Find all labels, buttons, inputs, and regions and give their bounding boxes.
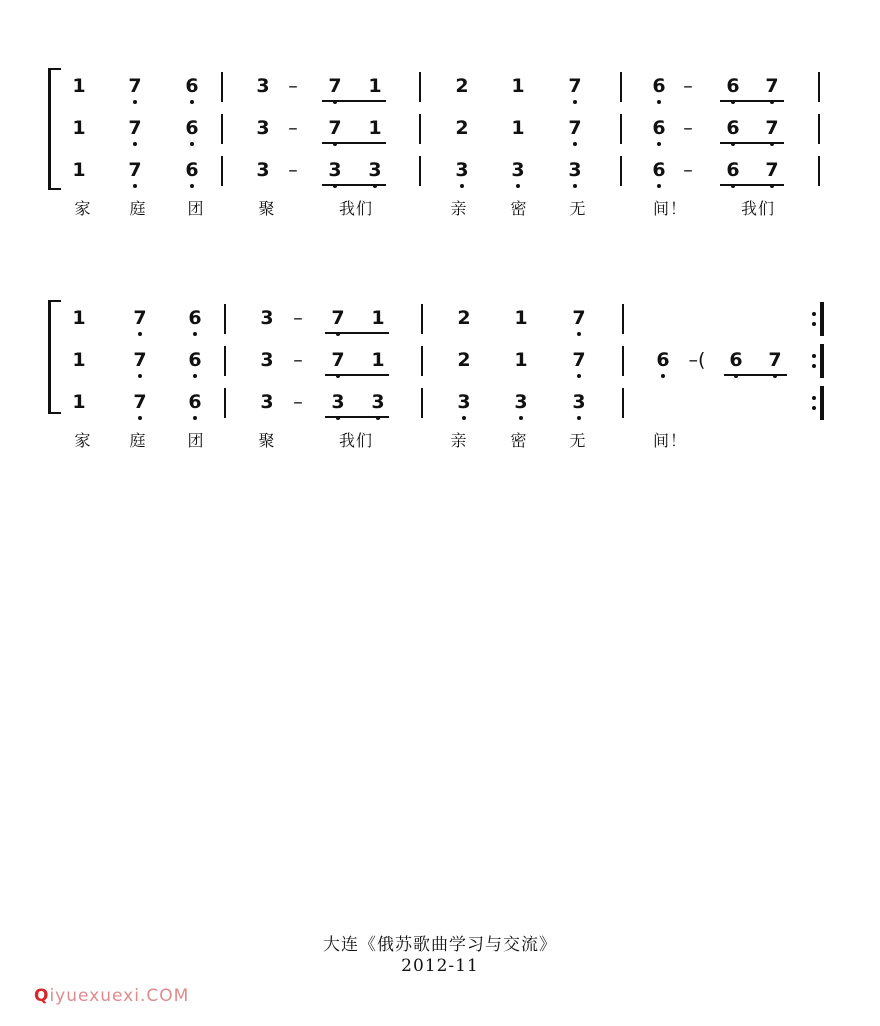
bar-line xyxy=(818,114,820,144)
dash: – xyxy=(293,307,303,329)
note: 6 xyxy=(646,116,672,140)
bar-line xyxy=(421,346,423,376)
note: 3 xyxy=(362,158,388,182)
lyric: 我们 xyxy=(740,199,775,218)
bar-line xyxy=(421,388,423,418)
dash: – xyxy=(288,117,298,139)
lyric: 家 xyxy=(74,199,92,218)
lyric: 亲 xyxy=(450,199,468,218)
note: 6 xyxy=(650,348,676,372)
bar-line xyxy=(221,72,223,102)
beam xyxy=(720,100,784,102)
note: 1 xyxy=(72,159,86,181)
bar-line xyxy=(419,156,421,186)
part-2-row xyxy=(0,344,880,378)
note: 6 xyxy=(182,390,208,414)
lyric: 无 xyxy=(569,431,587,450)
beam xyxy=(322,142,386,144)
note: 1 xyxy=(368,117,382,139)
lyric: 密 xyxy=(510,199,528,218)
repeat-sign xyxy=(812,390,816,414)
bar-line xyxy=(818,156,820,186)
note: 3 xyxy=(260,391,274,413)
note: 7 xyxy=(127,348,153,372)
bar-line xyxy=(221,114,223,144)
part-1-row xyxy=(0,302,880,336)
final-bar-line xyxy=(820,344,824,378)
note: 6 xyxy=(182,306,208,330)
beam xyxy=(720,142,784,144)
note: 7 xyxy=(759,158,785,182)
note: 3 xyxy=(505,158,531,182)
note: 1 xyxy=(514,307,528,329)
lyric: 我们 xyxy=(338,431,373,450)
dash: – xyxy=(288,75,298,97)
lyrics-row xyxy=(0,196,880,230)
repeat-sign xyxy=(812,348,816,372)
note: 3 xyxy=(562,158,588,182)
note: 3 xyxy=(325,390,351,414)
dash-paren: –( xyxy=(688,349,706,371)
site-watermark: Qiyuexuexi.COM xyxy=(34,986,190,1006)
note: 7 xyxy=(759,74,785,98)
note: 3 xyxy=(260,349,274,371)
bar-line xyxy=(622,388,624,418)
note: 6 xyxy=(179,116,205,140)
bar-line xyxy=(419,72,421,102)
note: 2 xyxy=(457,307,471,329)
beam xyxy=(720,184,784,186)
dash: – xyxy=(683,117,693,139)
lyric: 我们 xyxy=(338,199,373,218)
note: 6 xyxy=(182,348,208,372)
note: 2 xyxy=(455,75,469,97)
note: 3 xyxy=(322,158,348,182)
lyric: 密 xyxy=(510,431,528,450)
note: 1 xyxy=(72,307,86,329)
note: 7 xyxy=(127,390,153,414)
note: 1 xyxy=(72,75,86,97)
note: 6 xyxy=(720,74,746,98)
note: 7 xyxy=(122,116,148,140)
note: 7 xyxy=(325,348,351,372)
lyrics-row xyxy=(0,428,880,462)
note: 1 xyxy=(514,349,528,371)
note: 6 xyxy=(179,74,205,98)
note: 3 xyxy=(449,158,475,182)
note: 7 xyxy=(127,306,153,330)
bar-line xyxy=(419,114,421,144)
note: 7 xyxy=(322,116,348,140)
lyric: 团 xyxy=(187,199,205,218)
note: 7 xyxy=(325,306,351,330)
note: 1 xyxy=(72,117,86,139)
final-bar-line xyxy=(820,386,824,420)
beam xyxy=(724,374,787,376)
beam xyxy=(325,416,389,418)
note: 6 xyxy=(723,348,749,372)
bar-line xyxy=(622,304,624,334)
dash: – xyxy=(288,159,298,181)
note: 6 xyxy=(179,158,205,182)
note: 2 xyxy=(457,349,471,371)
note: 7 xyxy=(566,348,592,372)
score-system-1 xyxy=(0,62,880,227)
bar-line xyxy=(224,346,226,376)
note: 7 xyxy=(122,74,148,98)
beam xyxy=(325,374,389,376)
final-bar-line xyxy=(820,302,824,336)
lyric: 亲 xyxy=(450,431,468,450)
bar-line xyxy=(224,388,226,418)
lyric: 无 xyxy=(569,199,587,218)
lyric: 庭 xyxy=(129,431,147,450)
note: 1 xyxy=(371,307,385,329)
note: 3 xyxy=(566,390,592,414)
beam xyxy=(322,100,386,102)
note: 7 xyxy=(759,116,785,140)
note: 6 xyxy=(646,158,672,182)
bar-line xyxy=(224,304,226,334)
bar-line xyxy=(221,156,223,186)
lyric: 间！ xyxy=(652,199,687,218)
note: 7 xyxy=(566,306,592,330)
note: 3 xyxy=(451,390,477,414)
note: 7 xyxy=(122,158,148,182)
beam xyxy=(322,184,386,186)
dash: – xyxy=(683,159,693,181)
source-credit: 大连《俄苏歌曲学习与交流》 xyxy=(323,935,557,955)
note: 3 xyxy=(508,390,534,414)
part-3-row xyxy=(0,386,880,420)
bar-line xyxy=(421,304,423,334)
score-system-2 xyxy=(0,294,880,459)
lyric: 聚 xyxy=(258,199,276,218)
note: 6 xyxy=(646,74,672,98)
note: 7 xyxy=(562,74,588,98)
note: 1 xyxy=(368,75,382,97)
note: 3 xyxy=(256,117,270,139)
note: 1 xyxy=(371,349,385,371)
note: 3 xyxy=(256,159,270,181)
lyric: 间！ xyxy=(652,431,687,450)
note: 7 xyxy=(322,74,348,98)
note: 6 xyxy=(720,158,746,182)
note: 3 xyxy=(260,307,274,329)
dash: – xyxy=(683,75,693,97)
bar-line xyxy=(620,72,622,102)
note: 1 xyxy=(511,117,525,139)
part-1-row xyxy=(0,70,880,104)
note: 1 xyxy=(511,75,525,97)
dash: – xyxy=(293,391,303,413)
note: 6 xyxy=(720,116,746,140)
lyric: 庭 xyxy=(129,199,147,218)
repeat-sign xyxy=(812,306,816,330)
beam xyxy=(325,332,389,334)
part-3-row xyxy=(0,154,880,188)
bar-line xyxy=(818,72,820,102)
note: 2 xyxy=(455,117,469,139)
lyric: 家 xyxy=(74,431,92,450)
lyric: 聚 xyxy=(258,431,276,450)
note: 1 xyxy=(72,391,86,413)
note: 7 xyxy=(762,348,788,372)
lyric: 团 xyxy=(187,431,205,450)
part-2-row xyxy=(0,112,880,146)
source-date: 2012-11 xyxy=(401,956,479,976)
note: 3 xyxy=(256,75,270,97)
bar-line xyxy=(622,346,624,376)
dash: – xyxy=(293,349,303,371)
note: 7 xyxy=(562,116,588,140)
bar-line xyxy=(620,114,622,144)
note: 1 xyxy=(72,349,86,371)
note: 3 xyxy=(365,390,391,414)
bar-line xyxy=(620,156,622,186)
